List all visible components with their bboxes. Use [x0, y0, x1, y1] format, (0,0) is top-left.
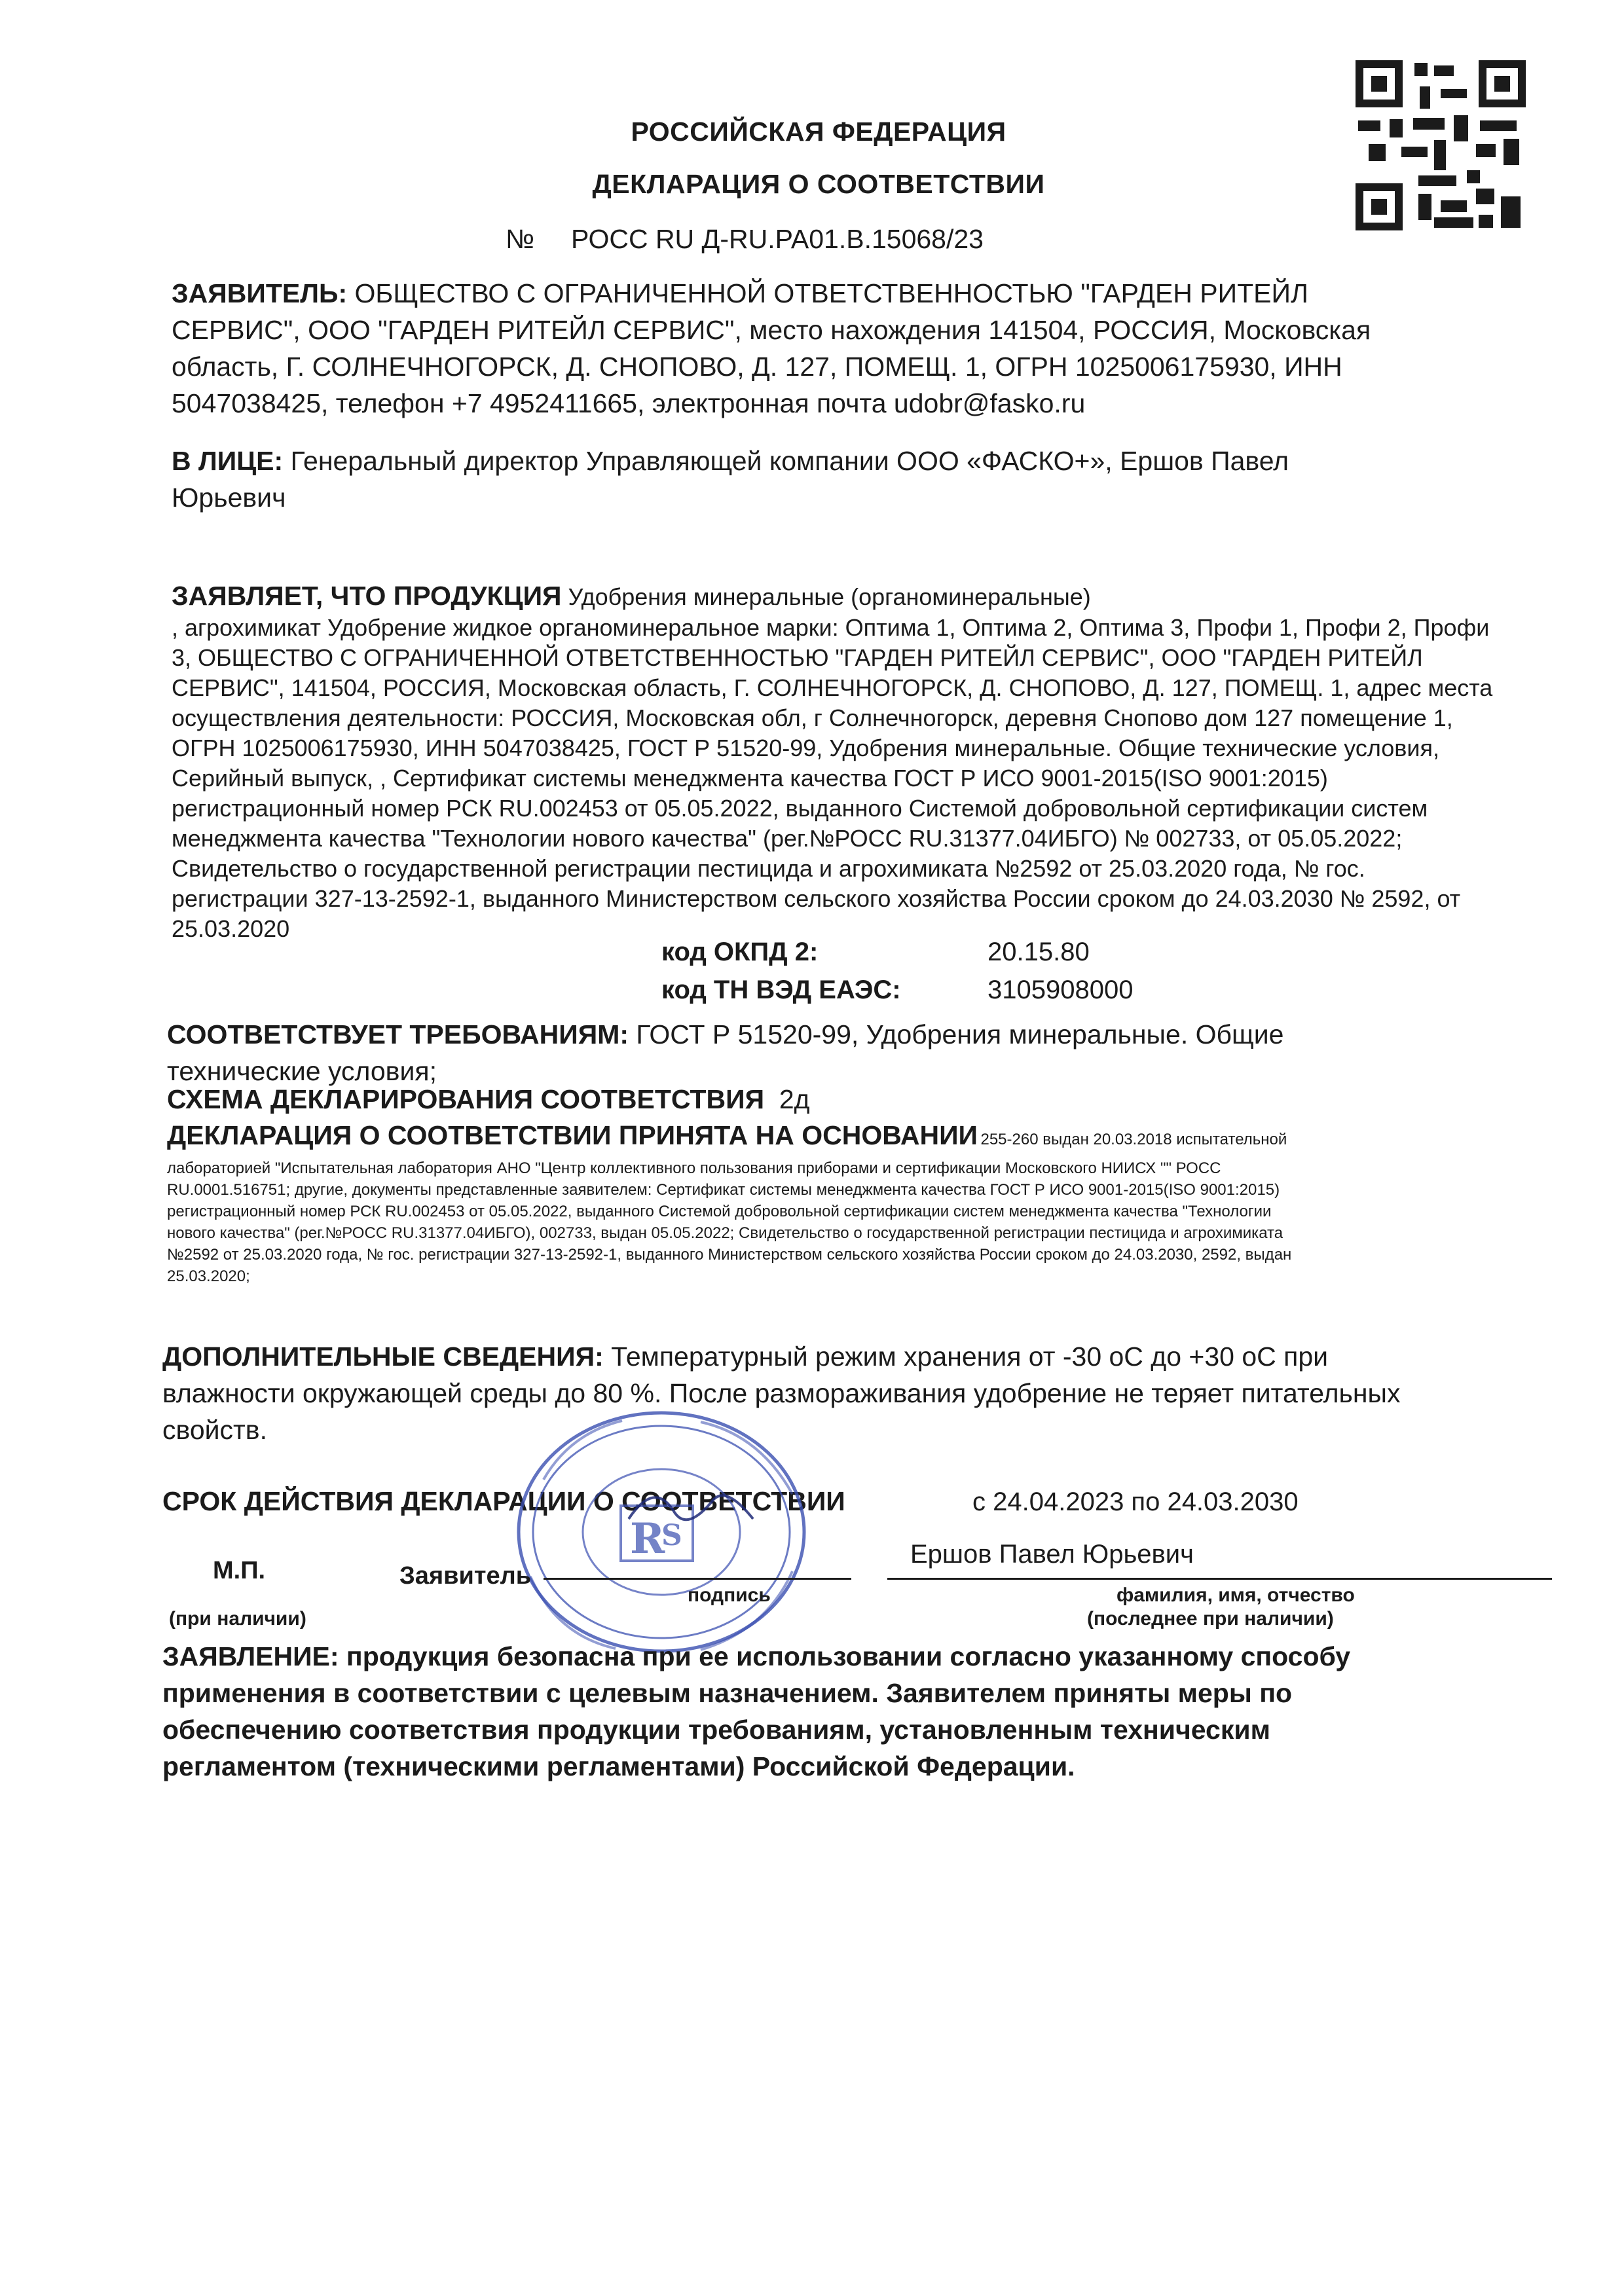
requirements-block	[167, 1016, 1542, 1089]
basis-line: нового качества" (рег.№РОСС RU.31377.04ИБГО), 002733, выдан 05.05.2022; Свидетельство о государственной регистрации пестицида и агрохимиката	[167, 1224, 1283, 1242]
number-prefix: №	[506, 224, 534, 254]
additional-block	[162, 1338, 1551, 1448]
product-line: 3, ОБЩЕСТВО С ОГРАНИЧЕННОЙ ОТВЕТСТВЕННОСТЬЮ "ГАРДЕН РИТЕЙЛ СЕРВИС", ООО "ГАРДЕН РИТЕЙЛ	[172, 644, 1423, 671]
requirements-line: технические условия;	[167, 1056, 437, 1086]
validity-value: с 24.04.2023 по 24.03.2030	[972, 1487, 1299, 1516]
document-title: ДЕКЛАРАЦИЯ О СООТВЕТСТВИИ	[592, 169, 1045, 199]
statement-line: ЗАЯВЛЕНИЕ: продукция безопасна при ее использовании согласно указанному способу	[162, 1641, 1351, 1671]
product-line: регистрации 327-13-2592-1, выданного Министерством сельского хозяйства России сроком до 24.03.2030 № 2592, от	[172, 885, 1461, 912]
name-caption: фамилия, имя, отчество	[1116, 1584, 1355, 1606]
product-block	[172, 580, 1560, 944]
statement-line: применения в соответствии с целевым назначением. Заявителем приняты меры по	[162, 1678, 1293, 1708]
requirements-label: СООТВЕТСТВУЕТ ТРЕБОВАНИЯМ:	[167, 1019, 629, 1049]
product-line: регистрационный номер РСК RU.002453 от 05.05.2022, выданного Системой добровольной сертификации систем	[172, 795, 1428, 822]
declaration-number: РОСС RU Д-RU.PA01.B.15068/23	[571, 224, 984, 254]
qr-finder-bl	[1356, 183, 1403, 230]
statement-block	[162, 1638, 1564, 1785]
okpd-label: код ОКПД 2:	[661, 938, 819, 966]
name-caption-2: (последнее при наличии)	[1087, 1608, 1334, 1630]
applicant-sign-label: Заявитель	[399, 1562, 532, 1590]
okpd-value: 20.15.80	[987, 938, 1090, 966]
product-line: осуществления деятельности: РОССИЯ, Московская обл, г Солнечногорск, деревня Снопово дом 127 помещение 1,	[172, 704, 1453, 731]
applicant-line: СЕРВИС", ООО "ГАРДЕН РИТЕЙЛ СЕРВИС", место нахождения 141504, РОССИЯ, Московская	[172, 315, 1371, 345]
basis-block	[167, 1120, 1568, 1287]
svg-text:S: S	[661, 1519, 682, 1552]
basis-line: 25.03.2020;	[167, 1267, 250, 1285]
basis-line: регистрационный номер РСК RU.002453 от 05.05.2022, выданного Системой добровольной сертификации систем менеджмента качества "Технологии	[167, 1203, 1272, 1220]
svg-text:R: R	[630, 1514, 665, 1563]
scheme-line	[167, 1084, 810, 1115]
scheme-label: СХЕМА ДЕКЛАРИРОВАНИЯ СООТВЕТСТВИЯ	[167, 1084, 765, 1114]
basis-line: 255-260 выдан 20.03.2018 испытательной	[980, 1131, 1287, 1148]
tnved-label: код ТН ВЭД ЕАЭС:	[661, 975, 901, 1004]
additional-label: ДОПОЛНИТЕЛЬНЫЕ СВЕДЕНИЯ:	[162, 1341, 604, 1372]
signature-caption: подпись	[688, 1584, 771, 1606]
name-line	[887, 1578, 1552, 1580]
basis-line: RU.0001.516751; другие, документы представленные заявителем: Сертификат системы менеджмента качества ГОСТ Р ИСО 9001-2015(ISO 9001:2015)	[167, 1181, 1280, 1199]
mp-label: М.П.	[213, 1557, 266, 1584]
additional-line: влажности окружающей среды до 80 %. После размораживания удобрение не теряет питательных	[162, 1378, 1401, 1408]
requirements-line: ГОСТ Р 51520-99, Удобрения минеральные. Общие	[636, 1019, 1284, 1049]
qr-code	[1356, 60, 1526, 230]
validity-label: СРОК ДЕЙСТВИЯ ДЕКЛАРАЦИИ О СООТВЕТСТВИИ	[162, 1486, 845, 1516]
product-line: Серийный выпуск, , Сертификат системы менеджмента качества ГОСТ Р ИСО 9001-2015(ISO 9001:2015)	[172, 765, 1328, 792]
scheme-value: 2д	[779, 1084, 810, 1114]
represented-by-block	[172, 443, 1534, 516]
statement-line: обеспечению соответствия продукции требованиям, установленным техническим	[162, 1715, 1270, 1745]
product-line: ОГРН 1025006175930, ИНН 5047038425, ГОСТ Р 51520-99, Удобрения минеральные. Общие технические условия,	[172, 735, 1439, 761]
qr-finder-tr	[1479, 60, 1526, 107]
country-title: РОССИЙСКАЯ ФЕДЕРАЦИЯ	[631, 117, 1006, 147]
company-seal	[504, 1408, 845, 1669]
represented-by-line: Юрьевич	[172, 483, 286, 513]
signature-line	[544, 1578, 851, 1580]
represented-by-line: Генеральный директор Управляющей компании ООО «ФАСКО+», Ершов Павел	[290, 446, 1289, 476]
additional-line: Температурный режим хранения от -30 оС до +30 оС при	[611, 1341, 1329, 1372]
product-label: ЗАЯВЛЯЕТ, ЧТО ПРОДУКЦИЯ	[172, 581, 562, 611]
basis-label: ДЕКЛАРАЦИЯ О СООТВЕТСТВИИ ПРИНЯТА НА ОСНОВАНИИ	[167, 1120, 978, 1150]
product-line: менеджмента качества "Технологии нового качества" (рег.№РОСС RU.31377.04ИБГО) № 002733, от 05.05.2022;	[172, 825, 1403, 852]
basis-line: лабораторией "Испытательная лаборатория АНО "Центр коллективного пользования приборами и сертификации Московского НИИСХ "" РОСС	[167, 1159, 1221, 1177]
statement-line: регламентом (техническими регламентами) Российской Федерации.	[162, 1751, 1075, 1781]
applicant-line: ОБЩЕСТВО С ОГРАНИЧЕННОЙ ОТВЕТСТВЕННОСТЬЮ "ГАРДЕН РИТЕЙЛ	[354, 278, 1308, 308]
additional-line: свойств.	[162, 1415, 267, 1445]
applicant-line: 5047038425, телефон +7 4952411665, электронная почта udobr@fasko.ru	[172, 388, 1086, 418]
applicant-line: область, Г. СОЛНЕЧНОГОРСК, Д. СНОПОВО, Д. 127, ПОМЕЩ. 1, ОГРН 1025006175930, ИНН	[172, 352, 1342, 382]
product-line: СЕРВИС", 141504, РОССИЯ, Московская область, Г. СОЛНЕЧНОГОРСК, Д. СНОПОВО, Д. 127, ПОМЕЩ. 1, адрес места	[172, 674, 1493, 701]
represented-by-label: В ЛИЦЕ:	[172, 446, 284, 476]
applicant-block	[172, 275, 1534, 422]
product-line: , агрохимикат Удобрение жидкое органоминеральное марки: Оптима 1, Оптима 2, Оптима 3, Профи 1, Профи 2, Профи	[172, 614, 1490, 641]
basis-line: №2592 от 25.03.2020 года, № гос. регистрации 327-13-2592-1, выданного Министерством сельского хозяйства России сроком до 24.03.2030, 2592, выдан	[167, 1246, 1292, 1264]
product-line: Свидетельство о государственной регистрации пестицида и агрохимиката №2592 от 25.03.2020 года, № гос.	[172, 855, 1365, 882]
mp-note: (при наличии)	[169, 1608, 306, 1630]
product-line: 25.03.2020	[172, 915, 290, 942]
applicant-label: ЗАЯВИТЕЛЬ:	[172, 278, 348, 308]
qr-finder-tl	[1356, 60, 1403, 107]
tnved-value: 3105908000	[987, 975, 1134, 1004]
signer-name: Ершов Павел Юрьевич	[910, 1540, 1194, 1569]
product-line: Удобрения минеральные (органоминеральные)	[568, 583, 1091, 610]
